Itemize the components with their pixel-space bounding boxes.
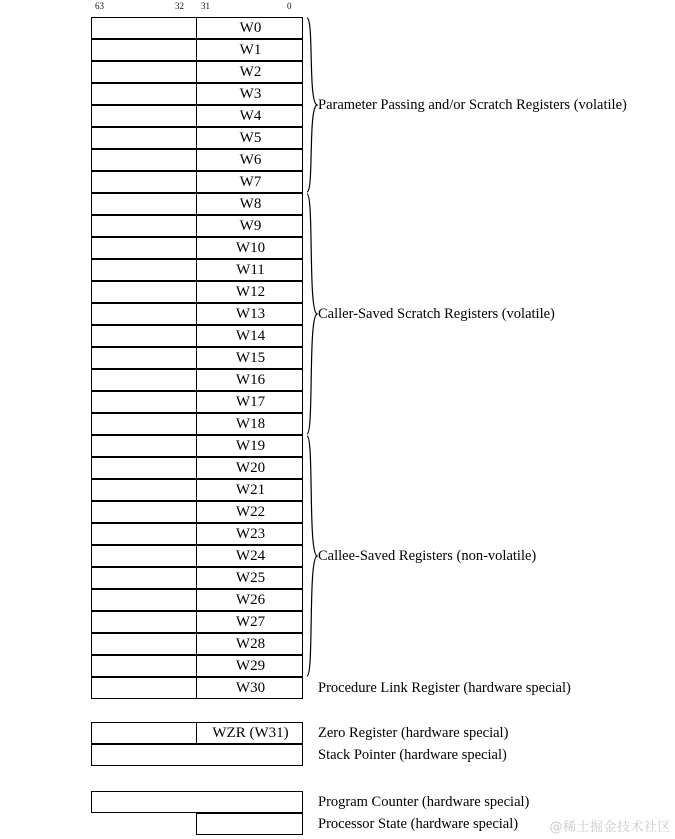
register-w-label: W7 [239,174,262,190]
register-box [91,281,303,303]
register-w-label: W27 [235,614,266,630]
group-brace [305,435,318,677]
register-box [91,791,303,813]
register-w-label: W1 [239,42,262,58]
group-brace [305,193,318,435]
register-box [91,567,303,589]
register-w-label: W9 [239,218,262,234]
register-box [91,215,303,237]
register-w-label: W30 [235,680,266,696]
register-annotation: Program Counter (hardware special) [318,794,530,810]
register-w-label: W24 [235,548,266,564]
register-w-label: W15 [235,350,266,366]
register-box [91,105,303,127]
register-w-label: W26 [235,592,266,608]
register-box [91,457,303,479]
register-w-label: W28 [235,636,266,652]
watermark: @稀土掘金技术社区 [549,820,671,835]
register-box [91,391,303,413]
register-box [91,655,303,677]
register-annotation: Zero Register (hardware special) [318,725,509,741]
register-box [91,61,303,83]
register-w-label: W17 [235,394,266,410]
bit-label-0: 0 [287,1,292,11]
register-box [91,413,303,435]
group-brace [305,17,318,193]
register-w-label: W13 [235,306,266,322]
register-w-label: W25 [235,570,266,586]
register-box [91,259,303,281]
register-box [91,369,303,391]
register-box [91,39,303,61]
register-annotation: Processor State (hardware special) [318,816,519,832]
x30-annotation: Procedure Link Register (hardware special) [318,680,571,696]
register-box [91,744,303,766]
register-box [91,127,303,149]
register-w-label: W12 [235,284,266,300]
register-box [91,589,303,611]
register-box [91,83,303,105]
register-box [91,149,303,171]
register-box [91,611,303,633]
register-w-label: W2 [239,64,262,80]
register-w-label: W11 [236,262,265,278]
bit-label-31: 31 [201,1,210,11]
register-w-label: W3 [239,86,262,102]
register-box [91,435,303,457]
register-box [91,523,303,545]
bit-label-32: 32 [175,1,184,11]
register-w-label: W5 [239,130,262,146]
group-label: Caller-Saved Scratch Registers (volatile) [318,306,555,322]
register-box [91,633,303,655]
register-w-label: W10 [235,240,266,256]
bit-number-ruler [91,1,303,15]
register-box [91,171,303,193]
register-w-label: W0 [239,20,262,36]
register-box [91,677,303,699]
register-box [196,813,303,835]
register-w-label: WZR (W31) [212,725,289,741]
register-w-label: W4 [239,108,262,124]
register-box [91,17,303,39]
register-w-label: W8 [239,196,262,212]
register-w-label: W6 [239,152,262,168]
register-w-label: W22 [235,504,266,520]
register-w-label: W19 [235,438,266,454]
register-w-label: W21 [235,482,266,498]
register-box [91,303,303,325]
register-w-label: W18 [235,416,266,432]
register-box [91,479,303,501]
register-box [91,325,303,347]
group-label: Callee-Saved Registers (non-volatile) [318,548,537,564]
register-w-label: W23 [235,526,266,542]
register-w-label: W29 [235,658,266,674]
group-label: Parameter Passing and/or Scratch Registers (volatile) [318,97,627,113]
register-box [91,193,303,215]
register-w-label: W20 [235,460,266,476]
register-box [91,501,303,523]
register-annotation: Stack Pointer (hardware special) [318,747,507,763]
register-box [91,545,303,567]
bit-label-63: 63 [95,1,104,11]
register-w-label: W14 [235,328,266,344]
register-w-label: W16 [235,372,266,388]
register-box [91,237,303,259]
register-box [91,722,303,744]
register-box [91,347,303,369]
